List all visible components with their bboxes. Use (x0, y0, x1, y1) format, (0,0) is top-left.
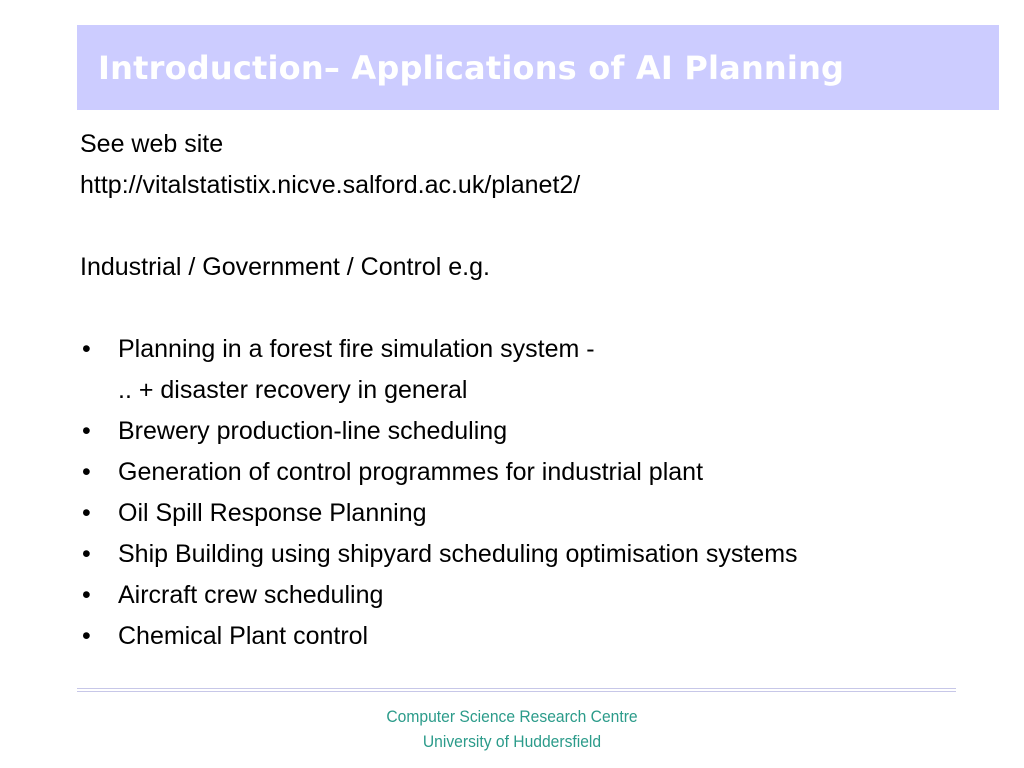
footer-divider (77, 688, 956, 692)
bullet-item (80, 411, 1000, 452)
bullet-icon: • (82, 581, 91, 609)
title-banner (77, 25, 999, 110)
website-url: http://vitalstatistix.nicve.salford.ac.uk/planet2/ (80, 171, 581, 199)
bullet-text: Generation of control programmes for industrial plant (118, 458, 704, 486)
bullet-icon: • (82, 458, 91, 486)
bullet-text: Brewery production-line scheduling (118, 417, 508, 445)
bullet-icon: • (82, 622, 91, 650)
category-line: Industrial / Government / Control e.g. (80, 253, 490, 281)
bullet-item (80, 493, 1000, 534)
spacer (80, 288, 1000, 329)
bullet-text: Chemical Plant control (118, 622, 369, 650)
intro-line: See web site (80, 130, 224, 158)
bullet-text: Ship Building using shipyard scheduling optimisation systems (118, 540, 798, 568)
footer-university: University of Huddersfield (422, 732, 602, 751)
bullet-icon: • (82, 417, 91, 445)
footer-organization: Computer Science Research Centre (386, 707, 638, 726)
bullet-item (80, 329, 1000, 370)
bullet-item (80, 534, 1000, 575)
bullet-text: .. + disaster recovery in general (118, 376, 468, 404)
spacer (80, 206, 1000, 247)
bullet-icon: • (82, 499, 91, 527)
bullet-icon: • (82, 540, 91, 568)
slide-title: Introduction– Applications of AI Planning (98, 49, 845, 87)
bullet-text: Oil Spill Response Planning (118, 499, 427, 527)
bullet-icon: • (82, 335, 91, 363)
bullet-item (80, 452, 1000, 493)
bullet-item (80, 616, 1000, 657)
bullet-continuation (80, 370, 1000, 411)
bullet-text: Aircraft crew scheduling (118, 581, 384, 609)
slide-body (80, 124, 1000, 657)
bullet-item (80, 575, 1000, 616)
bullet-text: Planning in a forest fire simulation system - (118, 335, 595, 363)
